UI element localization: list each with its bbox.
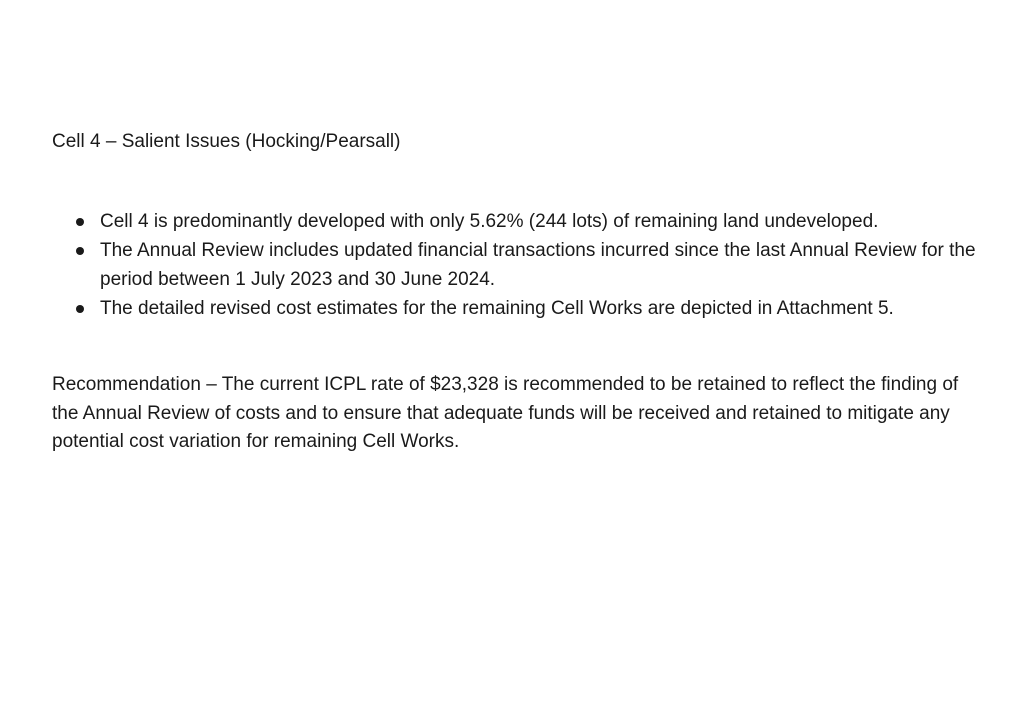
bullet-icon xyxy=(76,305,84,313)
list-item xyxy=(52,295,982,324)
bullet-icon xyxy=(76,218,84,226)
bullet-icon xyxy=(76,247,84,255)
list-item-text: Cell 4 is predominantly developed with only 5.62% (244 lots) of remaining land undeveloped. xyxy=(100,211,879,232)
list-item xyxy=(52,208,982,237)
section-heading: Cell 4 – Salient Issues (Hocking/Pearsall) xyxy=(52,131,401,152)
salient-issues-list xyxy=(52,208,982,324)
recommendation-paragraph: Recommendation – The current ICPL rate of $23,328 is recommended to be retained to reflect the finding of the Annual Review of costs and to ensure that adequate funds will be received and retained to mitigate any potential cost variation for remaining Cell Works. xyxy=(52,374,959,452)
list-item-text: The Annual Review includes updated financial transactions incurred since the last Annual Review for the period between 1 July 2023 and 30 June 2024. xyxy=(100,240,976,290)
list-item-text: The detailed revised cost estimates for the remaining Cell Works are depicted in Attachment 5. xyxy=(100,297,894,319)
list-item xyxy=(52,237,982,294)
